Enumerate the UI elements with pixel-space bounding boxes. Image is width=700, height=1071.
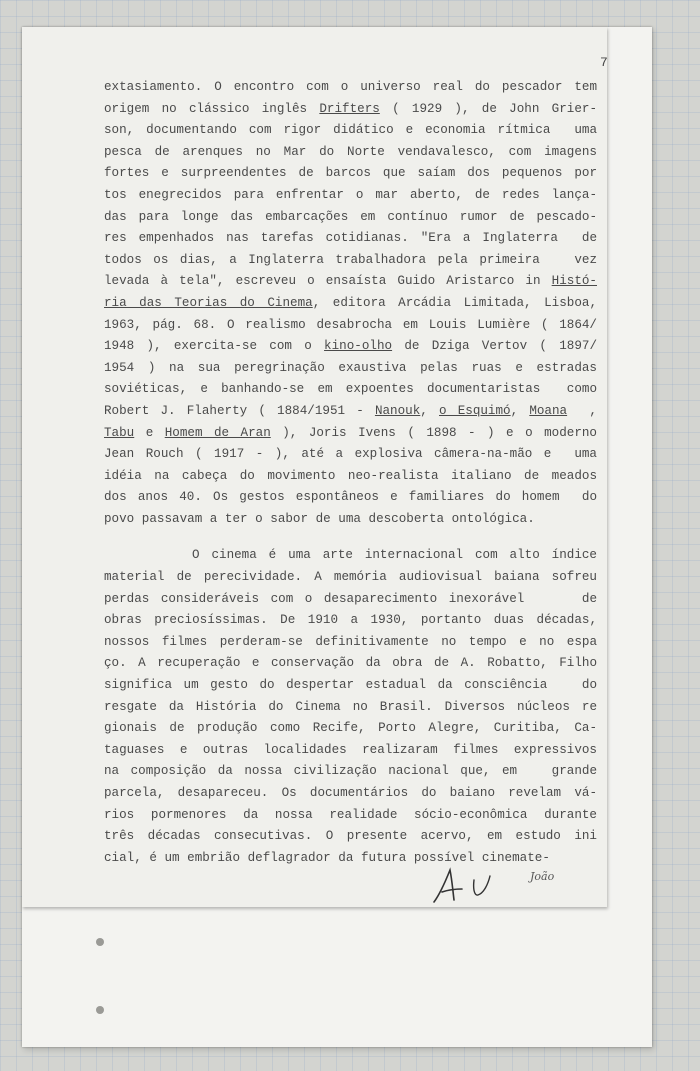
text-line: ria das Teorias do Cinema, editora Arcádia Limitada, Lisboa, <box>104 295 597 310</box>
typed-page <box>22 27 607 907</box>
text-line: tos enegrecidos para enfrentar o mar aberto, de redes lança- <box>104 187 597 202</box>
text-line: Robert J. Flaherty ( 1884/1951 - Nanouk, o Esquimó, Moana , <box>104 403 597 418</box>
text-line: 1954 ) na sua peregrinação exaustiva pelas ruas e estradas <box>104 360 597 375</box>
text-line: origem no clássico inglês Drifters ( 1929 ), de John Grier- <box>104 101 597 116</box>
text-line: parcela, desapareceu. Os documentários do baiano revelam vá- <box>104 786 597 800</box>
text-line: idéia na cabeça do movimento neo-realista italiano de meados <box>104 468 597 483</box>
text-line: das para longe das embarcações em contínuo rumor de pescado- <box>104 209 597 224</box>
text-line: Tabu e Homem de Aran ), Joris Ivens ( 1898 - ) e o moderno <box>104 425 597 440</box>
punch-hole <box>96 938 104 946</box>
text-line: povo passavam a ter o sabor de uma descoberta ontológica. <box>104 511 535 526</box>
text-line: gionais de produção como Recife, Porto Alegre, Curitiba, Ca- <box>104 721 597 736</box>
text-line: 1948 ), exercita-se com o kino-olho de Dziga Vertov ( 1897/ <box>104 339 597 354</box>
text-line: obras preciosíssimas. De 1910 a 1930, portanto duas décadas, <box>104 613 597 628</box>
text-line: cial, é um embrião deflagrador da futura possível cinemate- <box>104 850 550 865</box>
text-line: dos anos 40. Os gestos espontâneos e familiares do homem do <box>104 490 597 505</box>
text-line: 1963, pág. 68. O realismo desabrocha em Louis Lumière ( 1864/ <box>104 317 597 332</box>
text-line: fortes e surpreendentes de barcos que saíam dos pequenos por <box>104 166 597 181</box>
text-line: todos os dias, a Inglaterra trabalhadora pela primeira vez <box>104 252 597 267</box>
text-line: taguases e outras localidades realizaram filmes expressivos <box>104 742 597 757</box>
text-line: perdas consideráveis com o desaparecimento inexorável de <box>104 591 597 606</box>
punch-hole <box>96 1006 104 1014</box>
text-line: rios pormenores da nossa realidade sócio-econômica durante <box>104 807 597 822</box>
text-line: nossos filmes perderam-se definitivamente no tempo e no espa <box>104 634 597 649</box>
handwritten-signature <box>430 862 520 907</box>
text-line: significa um gesto do despertar estadual da consciência do <box>104 678 597 693</box>
text-line: soviéticas, e banhando-se em expoentes documentaristas como <box>104 382 597 397</box>
paragraph-1 <box>104 77 597 530</box>
page-number: 7 <box>600 55 608 70</box>
text-line: pesca de arenques no Mar do Norte vendavalesco, com imagens <box>104 144 597 159</box>
typed-text <box>104 77 597 869</box>
text-line: res empenhados nas tarefas cotidianas. "Era a Inglaterra de <box>104 231 597 246</box>
text-line: son, documentando com rigor didático e economia rítmica uma <box>104 123 597 138</box>
text-line: na composição da nossa civilização nacional que, em grande <box>104 764 597 779</box>
text-line: levada à tela", escreveu o ensaísta Guido Aristarco in Histó- <box>104 274 597 289</box>
text-line: material de perecividade. A memória audiovisual baiana sofreu <box>104 570 597 585</box>
text-line: extasiamento. O encontro com o universo real do pescador tem <box>104 80 597 94</box>
text-line: três décadas consecutivas. O presente acervo, em estudo ini <box>104 829 597 844</box>
text-line: ço. A recuperação e conservação da obra de A. Robatto, Filho <box>104 656 597 671</box>
document-sheet <box>22 27 652 1047</box>
text-line: Jean Rouch ( 1917 - ), até a explosiva câmera-na-mão e uma <box>104 447 597 462</box>
handwritten-initials: João <box>530 870 555 883</box>
text-line: O cinema é uma arte internacional com alto índice <box>192 548 597 563</box>
text-line: resgate da História do Cinema no Brasil. Diversos núcleos re <box>104 699 597 714</box>
paragraph-2 <box>104 545 597 869</box>
